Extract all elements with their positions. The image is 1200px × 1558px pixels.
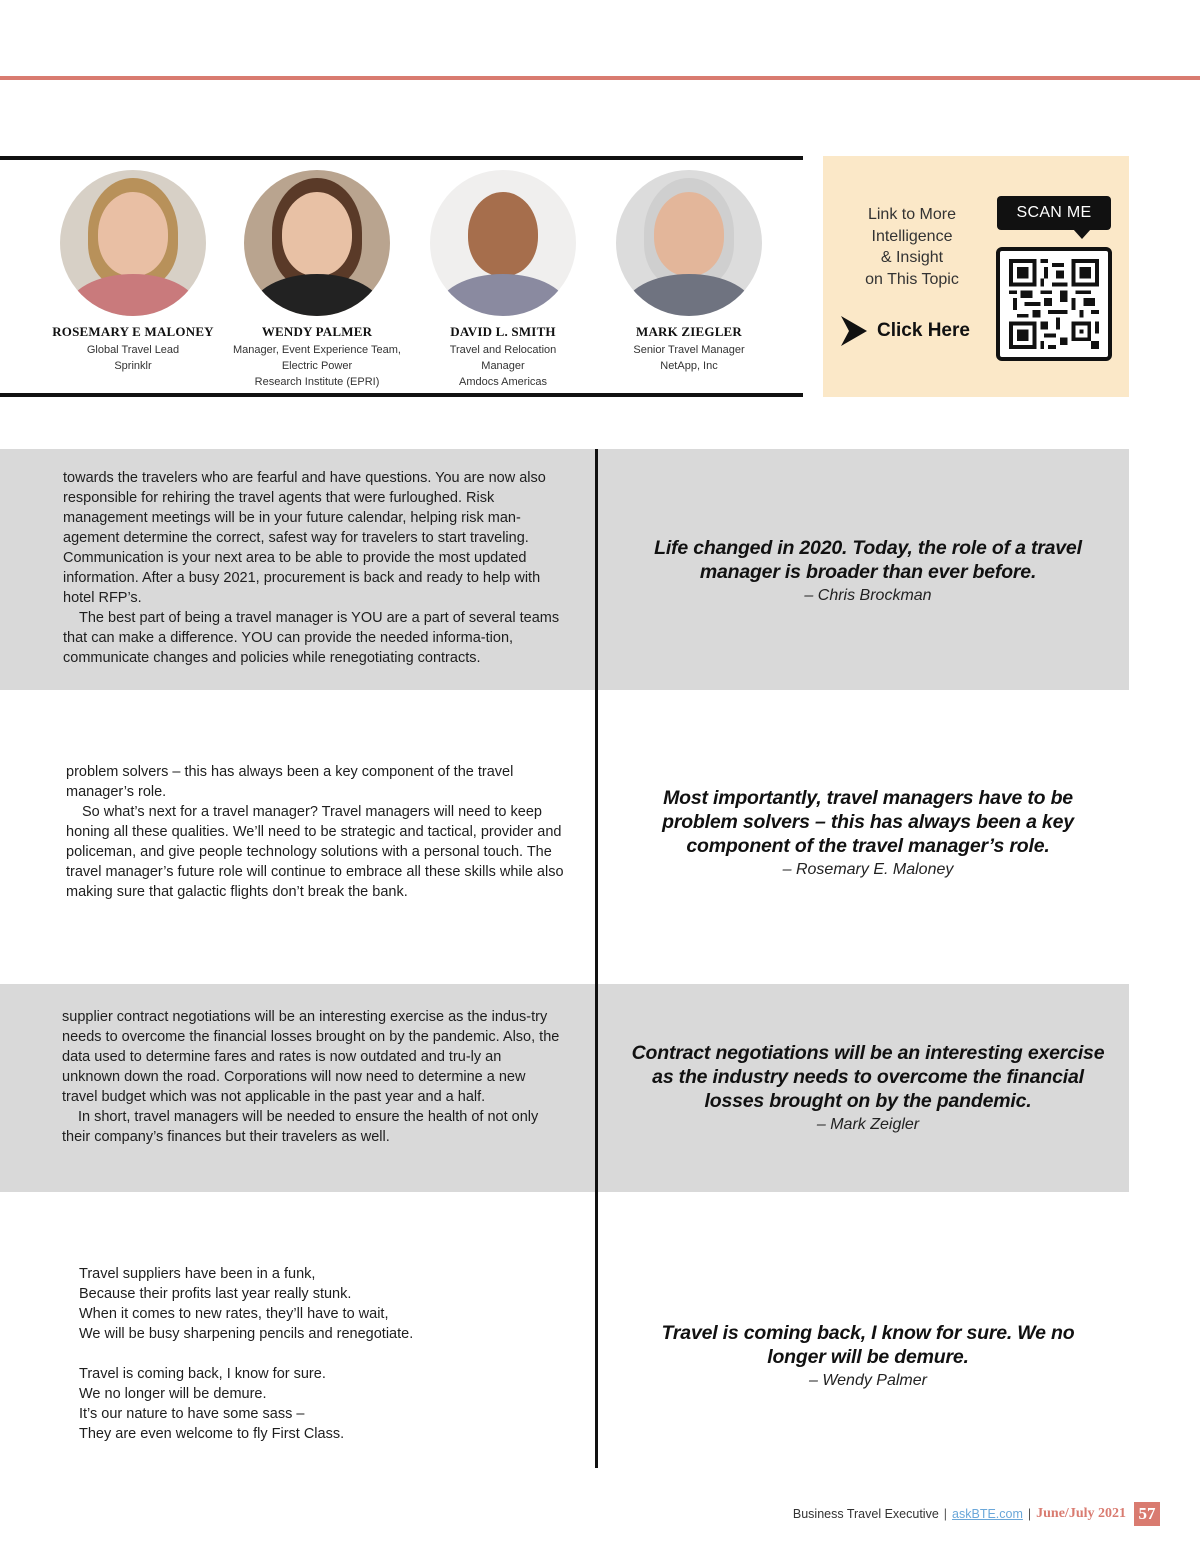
panelist-name: MARK ZIEGLER (635, 324, 743, 339)
pull-quote-2 (630, 786, 1106, 881)
click-here-label: Click Here (877, 320, 970, 341)
portrait-photo (244, 170, 390, 316)
panelist-rosemary-maloney (38, 170, 228, 374)
more-intelligence-box (823, 156, 1129, 397)
pull-quote-3 (630, 1041, 1106, 1136)
quote-text: Life changed in 2020. Today, the role of a travel manager is broader than ever before. (654, 537, 1082, 583)
arrow-right-icon (839, 314, 869, 348)
panelist-name: DAVID L. SMITH (450, 324, 556, 339)
article-excerpt-2: problem solvers – this has always been a key component of the travel manager’s role. So what’s next for a travel manager? Travel managers will need to keep honing all these qualities. We’ll need to be strategic and tactical, provider and policeman, and give people technology solutions with a personal touch. The travel manager’s future role will continue to embrace all these skills while also making sure that galactic flights don’t break the bank. (66, 764, 564, 900)
quote-attribution: – Wendy Palmer (809, 1372, 927, 1389)
quote-text: Travel is coming back, I know for sure. We no longer will be demure. (661, 1322, 1075, 1368)
publication-name: Business Travel Executive (792, 1507, 939, 1521)
panel-bottom-rule (0, 393, 803, 397)
quote-attribution: – Chris Brockman (804, 587, 932, 604)
pull-quote-4 (660, 1321, 1076, 1392)
poem-stanza-2: Travel is coming back, I know for sure. We no longer will be demure. It’s our nature to have some sass – They are even welcome to fly First Class. (79, 1366, 345, 1442)
footer-separator: | (943, 1507, 948, 1521)
panelist-title: Manager, Event Experience Team, Electric Power Research Institute (EPRI) (233, 344, 401, 388)
link-description: Link to More Intelligence & Insight on This Topic (865, 206, 959, 288)
click-here-link[interactable] (839, 314, 970, 348)
quote-attribution: – Mark Zeigler (816, 1116, 920, 1133)
panelist-wendy-palmer (222, 170, 412, 390)
scan-me-badge: SCAN ME (997, 196, 1111, 230)
issue-date: June/July 2021 (1036, 1506, 1126, 1521)
pull-quote-1 (630, 536, 1106, 607)
qr-code[interactable] (996, 247, 1112, 361)
portrait-photo (430, 170, 576, 316)
quote-text: Most importantly, travel managers have to be problem solvers – this has always been a key component of the travel manager’s role. (662, 787, 1074, 857)
poem-stanza-1: Travel suppliers have been in a funk, Because their profits last year really stunk. When it comes to new rates, they’ll have to wait, We will be busy sharpening pencils and renegotiate. (79, 1266, 414, 1342)
column-divider (595, 449, 598, 1468)
page-number: 57 (1134, 1502, 1160, 1526)
top-accent-rule (0, 76, 1200, 80)
website-link[interactable]: askBTE.com (952, 1507, 1023, 1521)
panelist-name: ROSEMARY E MALONEY (52, 324, 214, 339)
panel-top-rule (0, 156, 803, 160)
poem (79, 1264, 559, 1464)
article-excerpt-3: supplier contract negotiations will be an interesting exercise as the indus-try needs to overcome the financial losses brought on by the pandemic. Also, the data used to determine fares and rates is now outdated and tru-ly an unknown down the road. Corporations will now need to determine a new travel budget which was not applicable in the past year and a half. In short, travel managers will be needed to ensure the health of not only their company’s finances but their travelers as well. (62, 1009, 560, 1145)
portrait-photo (616, 170, 762, 316)
page-footer (793, 1502, 1160, 1526)
panelist-mark-ziegler (594, 170, 784, 374)
panelist-title: Global Travel Lead Sprinklr (86, 344, 180, 372)
footer-separator: | (1027, 1507, 1032, 1521)
panelist-name: WENDY PALMER (261, 324, 373, 339)
panelist-title: Travel and Relocation Manager Amdocs Americas (449, 344, 557, 388)
qr-code-icon (1008, 259, 1100, 349)
portrait-photo (60, 170, 206, 316)
quote-attribution: – Rosemary E. Maloney (782, 861, 954, 878)
quote-text: Contract negotiations will be an interesting exercise as the industry needs to overcome the financial losses brought on by the pandemic. (631, 1042, 1105, 1112)
panelist-david-smith (408, 170, 598, 390)
panelist-title: Senior Travel Manager NetApp, Inc (633, 344, 745, 372)
article-excerpt-1: towards the travelers who are fearful and have questions. You are now also responsible for rehiring the travel agents that were furloughed. Risk management meetings will be in your future calendar, helping risk man-agement determine the correct, safest way for travelers to start traveling. Communication is your next area to be able to provide the most updated information. After a busy 2021, procurement is back and ready to help with hotel RFP’s. The best part of being a travel manager is YOU are a part of several teams that can make a difference. YOU can provide the needed informa-tion, communicate changes and policies while renegotiating contracts. (63, 470, 560, 666)
